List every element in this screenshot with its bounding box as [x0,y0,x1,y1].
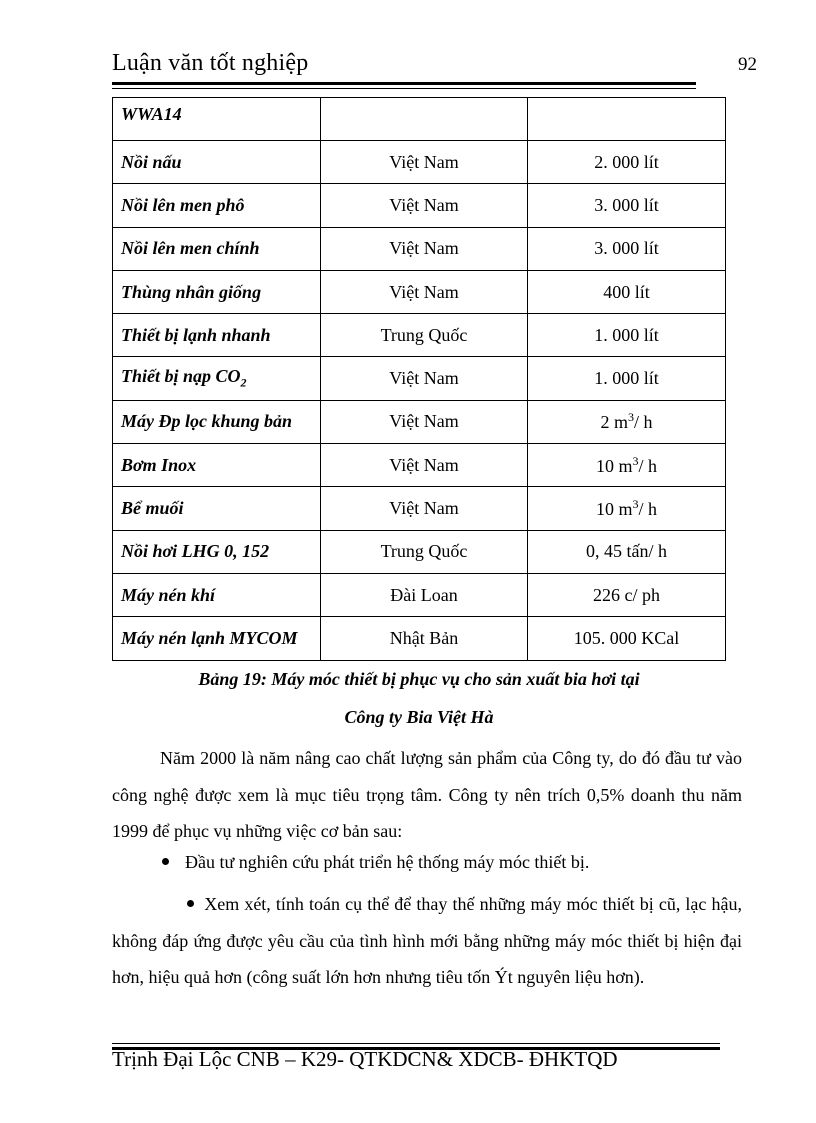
equipment-name: Máy Đp lọc khung bản [121,411,293,432]
capacity-cell [528,98,726,141]
capacity-cell [528,314,726,357]
equipment-name: Thùng nhân giống [121,281,262,302]
origin-cell: Việt Nam [321,184,528,227]
capacity-cell [528,184,726,227]
table-row [113,444,726,487]
capacity-cell [528,444,726,487]
bullet-dot-icon [162,858,169,865]
equipment-name: Máy nén khí [121,584,216,605]
capacity-value: 1. 000 lít [594,368,659,389]
table-row [113,357,726,400]
capacity-value: 2. 000 lít [594,151,659,172]
equipment-name-cell [113,184,321,227]
capacity-cell [528,357,726,400]
header-rule-thick [112,82,696,85]
origin-cell [321,98,528,141]
equipment-name-cell [113,400,321,443]
capacity-cell [528,227,726,270]
equipment-name-cell [113,314,321,357]
origin-cell: Việt Nam [321,400,528,443]
bullet-text: Xem xét, tính toán cụ thể để thay thế những máy móc thiết bị cũ, lạc hậu, không đáp ứng được yêu cầu của tình hình mới bằng những máy móc thiết bị hiện đại hơn, hiệu quả hơn (công suất lớn hơn nhưng tiêu tốn Ýt nguyên liệu hơn). [112,894,743,987]
capacity-cell [528,487,726,530]
table-row [113,617,726,660]
origin-cell: Việt Nam [321,487,528,530]
equipment-name-cell [113,227,321,270]
header-rule-thin [112,88,696,89]
table-row [113,530,726,573]
capacity-cell [528,141,726,184]
subscript: 2 [240,375,247,390]
capacity-value: 0, 45 tấn/ h [586,541,667,562]
equipment-name: Thiết bị lạnh nhanh [121,324,271,345]
equipment-name: Máy nén lạnh MYCOM [121,627,298,648]
equipment-name-cell [113,141,321,184]
table-row [113,227,726,270]
capacity-cell [528,270,726,313]
equipment-name: Bơm Inox [121,454,197,475]
capacity-value: 226 c/ ph [593,584,660,605]
bullet-item [162,852,589,873]
equipment-name-cell [113,98,321,141]
capacity-value: 10 m [595,499,633,520]
bullet-dot-icon [187,900,194,907]
origin-cell: Trung Quốc [321,530,528,573]
origin-cell: Việt Nam [321,444,528,487]
table-row [113,141,726,184]
body-paragraph: Năm 2000 là năm nâng cao chất lượng sản phẩm của Công ty, do đó đầu tư vào công nghệ được xem là mục tiêu trọng tâm. Công ty nên trích 0,5% doanh thu năm 1999 để phục vụ những việc cơ bản sau: [112,748,742,841]
origin-cell: Việt Nam [321,141,528,184]
superscript: 3 [632,497,639,512]
origin-cell: Trung Quốc [321,314,528,357]
capacity-value: 2 m [600,412,628,433]
equipment-name: Nồi hơi LHG 0, 152 [121,541,270,562]
table-row [113,314,726,357]
equipment-name-cell [113,573,321,616]
superscript: 3 [632,453,639,468]
equipment-name: Nồi lên men chính [121,238,260,259]
equipment-name: Nồi nấu [121,151,182,172]
capacity-value: 105. 000 KCal [573,627,680,648]
origin-cell: Việt Nam [321,227,528,270]
origin-cell: Việt Nam [321,270,528,313]
equipment-name-cell [113,617,321,660]
capacity-unit: / h [634,412,653,433]
superscript: 3 [628,410,634,425]
footer-rule-thin [112,1043,720,1044]
equipment-name-cell [113,270,321,313]
capacity-cell [528,617,726,660]
equipment-name-cell [113,530,321,573]
bullet-text: Đầu tư nghiên cứu phát triển hệ thống máy móc thiết bị. [185,852,590,872]
equipment-name-cell [113,444,321,487]
equipment-name-cell [113,487,321,530]
capacity-unit: / h [638,455,658,476]
table-row [113,573,726,616]
table-row [113,270,726,313]
capacity-unit: / h [638,499,658,520]
origin-cell: Nhật Bản [321,617,528,660]
equipment-name: WWA14 [121,104,182,124]
capacity-value: 3. 000 lít [594,238,659,259]
table-row [113,98,726,141]
capacity-value: 3. 000 lít [594,194,659,215]
table-row [113,184,726,227]
capacity-value: 10 m [595,455,633,476]
footer-text: Trịnh Đại Lộc CNB – K29- QTKDCN& XDCB- ĐHKTQD [112,1047,618,1071]
capacity-value: 400 lít [603,281,650,302]
capacity-cell [528,530,726,573]
equipment-name: Thiết bị nạp CO [121,366,241,387]
equipment-table [112,97,726,661]
table-row [113,400,726,443]
table-caption-line1: Bảng 19: Máy móc thiết bị phục vụ cho sản xuất bia hơi tại [198,669,640,689]
capacity-cell [528,400,726,443]
equipment-name: Nồi lên men phô [121,194,245,215]
origin-cell: Đài Loan [321,573,528,616]
table-row [113,487,726,530]
capacity-cell [528,573,726,616]
header-title: Luận văn tốt nghiệp [112,50,309,76]
page-number: 92 [738,54,757,75]
bullet-item-paragraph [112,886,742,996]
equipment-name: Bể muối [121,498,184,519]
capacity-value: 1. 000 lít [594,324,659,345]
table-caption-line2: Công ty Bia Việt Hà [344,707,494,727]
equipment-name-cell [113,357,321,400]
origin-cell: Việt Nam [321,357,528,400]
